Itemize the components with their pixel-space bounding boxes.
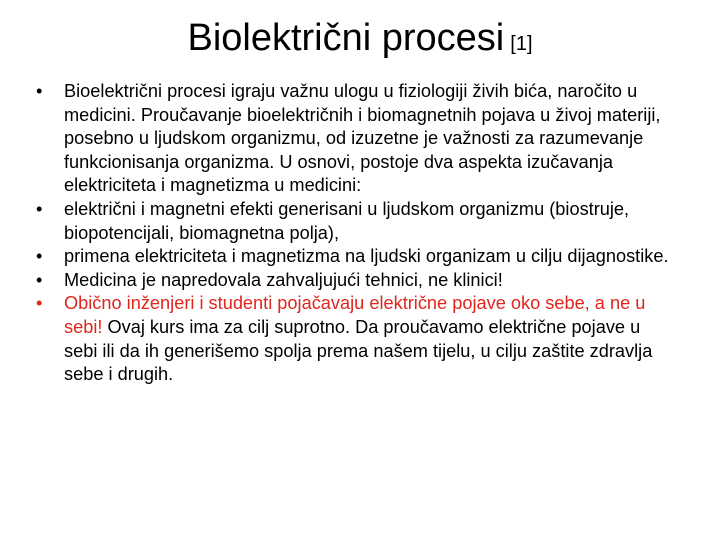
bullet-list <box>36 80 676 387</box>
bullet-item-1 <box>36 80 676 198</box>
bullet-item-2 <box>36 198 676 245</box>
bullet-dot-icon: • <box>36 246 43 267</box>
bullet-item-3 <box>36 245 676 269</box>
bullet-highlight-text: Obično inženjeri i studenti pojačavaju električne pojave oko sebe, a ne u sebi! <box>64 293 646 337</box>
bullet-dot-icon: • <box>36 293 43 314</box>
slide-title <box>0 14 720 68</box>
bullet-dot-icon: • <box>36 269 43 290</box>
bullet-item-4 <box>36 269 676 293</box>
slide-title-text: Biolektrični procesi <box>187 17 505 59</box>
bullet-item-5 <box>36 292 676 386</box>
bullet-text: primena elektriciteta i magnetizma na ljudski organizam u cilju dijagnostike. <box>64 246 669 267</box>
bullet-dot-icon: • <box>36 81 43 101</box>
bullet-text: Ovaj kurs ima za cilj suprotno. Da proučavamo električne pojave u sebi ili da ih generišemo spolja prema našem tijelu, u cilju zaštite zdravlja sebe i drugih. <box>64 316 653 385</box>
title-reference: [1] <box>510 33 533 55</box>
bullet-text: Medicina je napredovala zahvaljujući tehnici, ne klinici! <box>64 269 503 290</box>
bullet-text: Bioelektrični procesi igraju važnu ulogu u fiziologiji živih bića, naročito u medicini. Proučavanje bioelektričnih i biomagnetnih pojava u živoj materiji, posebno u ljudskom organizmu, od izuzetne je važnosti za razumevanje funkcionisanja organizma. U osnovi, postoje dva aspekta izučavanja elektriciteta i magnetizma u medicini: <box>64 81 661 196</box>
bullet-dot-icon: • <box>36 198 43 219</box>
bullet-text: električni i magnetni efekti generisani u ljudskom organizmu (biostruje, biopotencijali, biomagnetna polja), <box>64 198 630 243</box>
